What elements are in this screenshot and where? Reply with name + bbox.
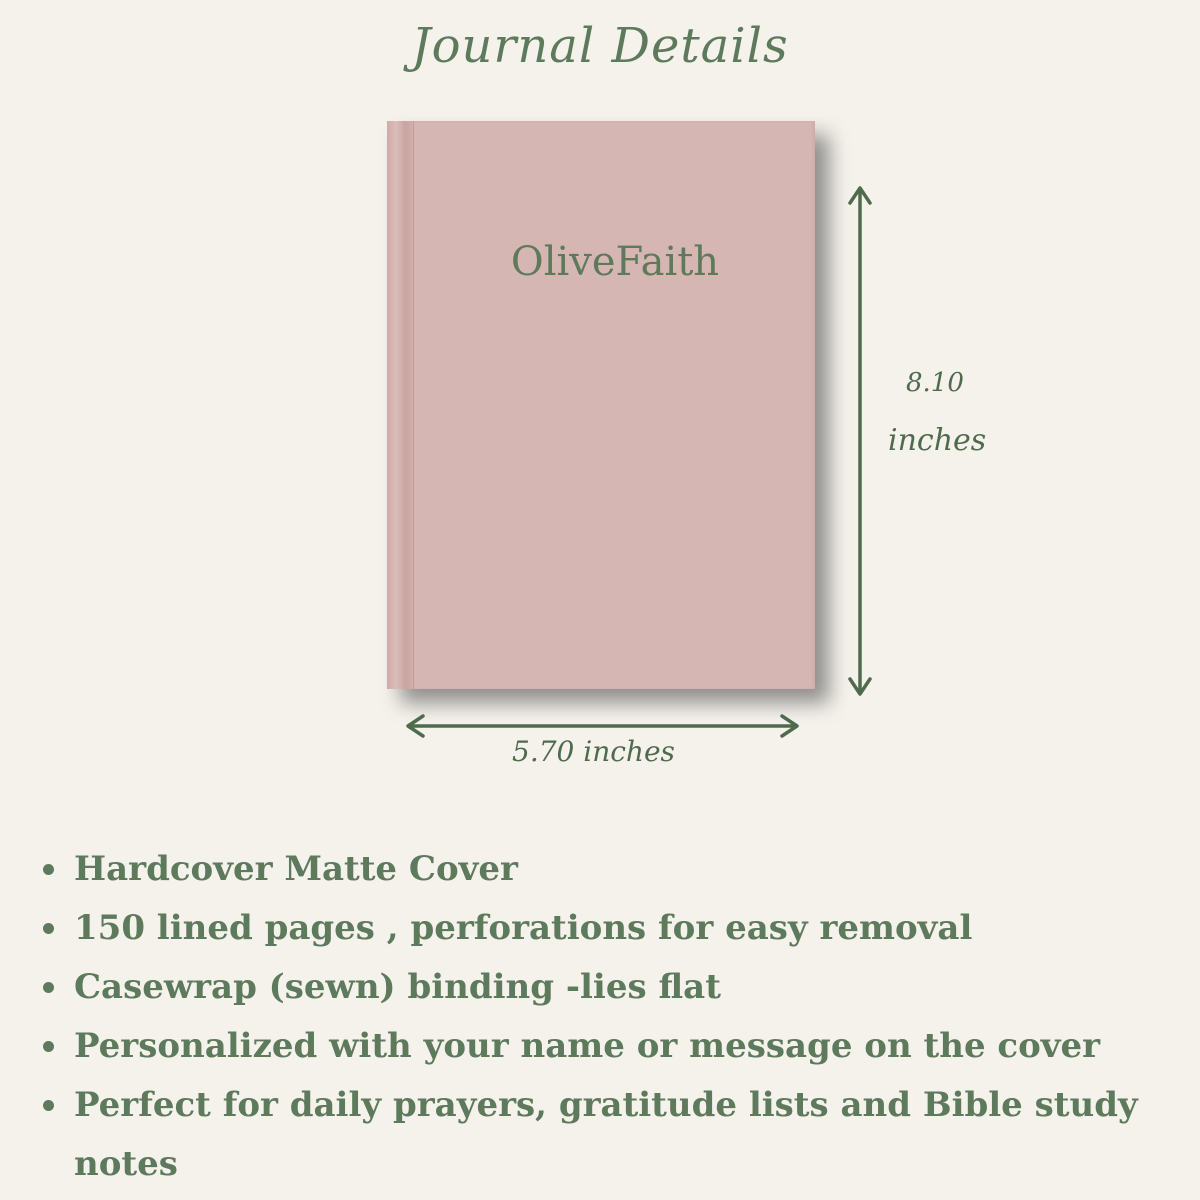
bullet-dot-icon — [43, 1041, 54, 1052]
feature-text: Perfect for daily prayers, gratitude lists and Bible study notes — [74, 1085, 1138, 1184]
feature-item — [40, 1017, 1160, 1076]
feature-item — [40, 840, 1160, 899]
height-unit-label: inches — [888, 423, 987, 458]
cover-brand-text: OliveFaith — [510, 239, 720, 285]
feature-text: Casewrap (sewn) binding -lies flat — [74, 967, 721, 1007]
feature-list — [40, 840, 1160, 1194]
height-value-label: 8.10 — [906, 368, 964, 398]
width-label: 5.70 inches — [512, 735, 675, 768]
bullet-dot-icon — [43, 1100, 54, 1111]
feature-item — [40, 899, 1160, 958]
feature-item — [40, 1076, 1160, 1194]
page-title: Journal Details — [411, 18, 789, 74]
bullet-dot-icon — [43, 982, 54, 993]
bullet-dot-icon — [43, 923, 54, 934]
feature-item — [40, 958, 1160, 1017]
feature-text: Personalized with your name or message on the cover — [74, 1026, 1101, 1066]
feature-text: 150 lined pages , perforations for easy removal — [74, 908, 973, 948]
feature-text: Hardcover Matte Cover — [74, 849, 518, 889]
bullet-dot-icon — [43, 864, 54, 875]
